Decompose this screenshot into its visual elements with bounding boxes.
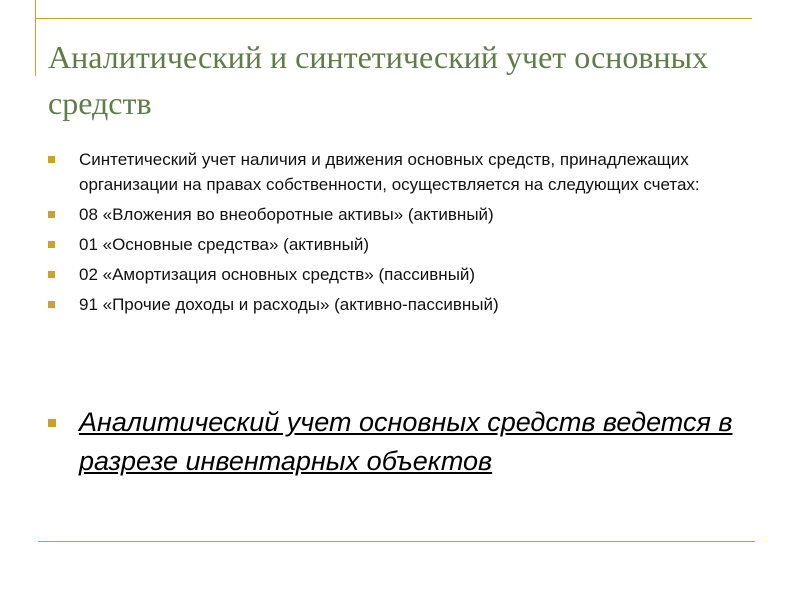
emphasis-item [48,403,768,481]
bullet-item [48,202,758,227]
square-bullet-icon [48,271,55,278]
square-bullet-icon [48,419,56,427]
square-bullet-icon [48,211,55,218]
emphasis-text: Аналитический учет основных средств ведется в разрезе инвентарных объектов [79,407,733,476]
bullet-item [48,262,758,287]
slide-title: Аналитический и синтетический учет основных средств [48,39,709,121]
bullet-list [48,147,758,322]
bullet-text: 91 «Прочие доходы и расходы» (активно-пассивный) [79,295,499,314]
bullet-item [48,147,758,197]
frame-vertical-line [35,0,36,76]
bullet-item [48,292,758,317]
emphasis-list [48,403,768,481]
bullet-item [48,232,758,257]
bullet-text: 01 «Основные средства» (активный) [79,235,370,254]
square-bullet-icon [48,156,55,163]
bullet-text: 02 «Амортизация основных средств» (пассивный) [79,265,476,284]
frame-top-line [35,18,752,19]
frame-bottom-line [38,541,755,542]
bullet-text: Синтетический учет наличия и движения основных средств, принадлежащих организации на правах собственности, осуществляется на следующих счетах: [79,150,700,194]
square-bullet-icon [48,241,55,248]
bullet-text: 08 «Вложения во внеоборотные активы» (активный) [79,205,494,224]
square-bullet-icon [48,301,55,308]
